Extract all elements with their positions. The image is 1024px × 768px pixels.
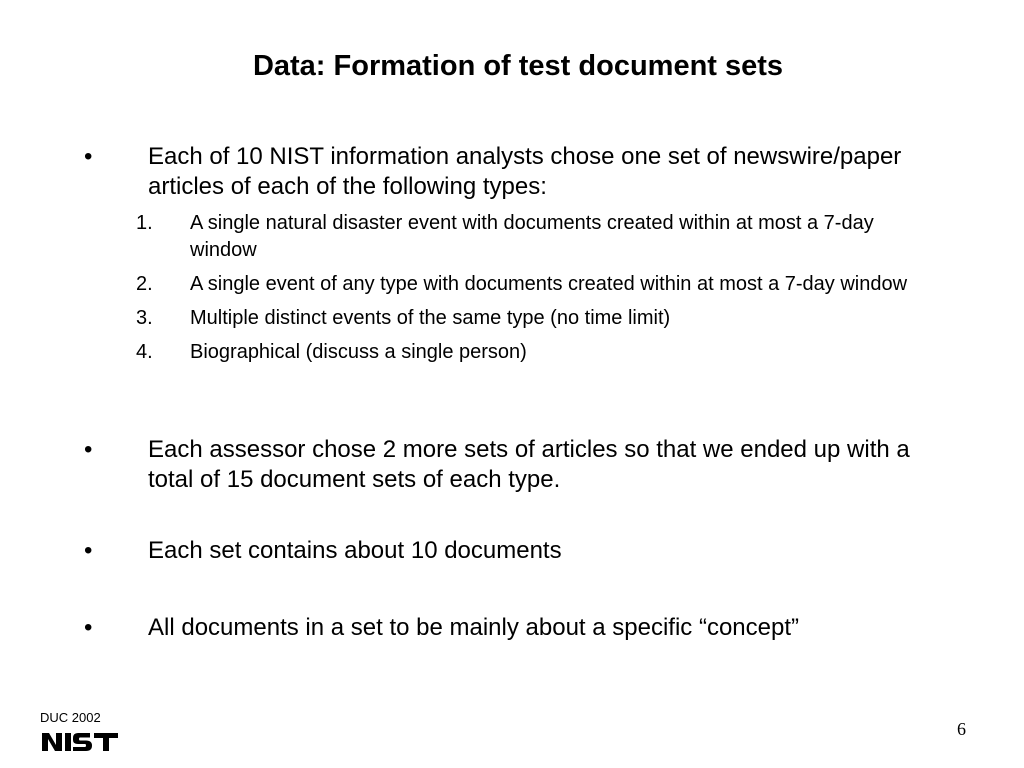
bullet-text: Each set contains about 10 documents — [148, 537, 562, 564]
bullet-dot: • — [84, 537, 93, 564]
footer-label: DUC 2002 — [40, 710, 101, 725]
page-number: 6 — [957, 719, 966, 739]
list-item-number: 1. — [136, 212, 153, 234]
list-item — [136, 210, 936, 264]
numbered-list — [136, 210, 936, 373]
list-item-number: 4. — [136, 341, 153, 363]
list-item-number: 3. — [136, 307, 153, 329]
list-item-text: Biographical (discuss a single person) — [190, 341, 527, 363]
list-item-text: A single event of any type with documents created within at most a 7-day window — [190, 273, 908, 295]
nist-logo-icon — [41, 731, 119, 753]
list-item — [136, 271, 936, 298]
slide-title: Data: Formation of test document sets — [252, 50, 784, 82]
bullet-text: All documents in a set to be mainly about a specific “concept” — [148, 614, 799, 641]
list-item — [136, 305, 936, 332]
bullet-text: Each assessor chose 2 more sets of articles so that we ended up with a total of 15 document sets of each type. — [148, 436, 910, 493]
list-item-number: 2. — [136, 273, 153, 295]
list-item — [136, 339, 936, 366]
bullet-dot: • — [84, 143, 93, 170]
bullet-text: Each of 10 NIST information analysts chose one set of newswire/paper articles of each of the following types: — [148, 143, 902, 200]
bullet-dot: • — [84, 614, 93, 641]
bullet-dot: • — [84, 436, 93, 463]
list-item-text: Multiple distinct events of the same type (no time limit) — [190, 307, 671, 329]
list-item-text: A single natural disaster event with documents created within at most a 7-day window — [190, 212, 874, 261]
